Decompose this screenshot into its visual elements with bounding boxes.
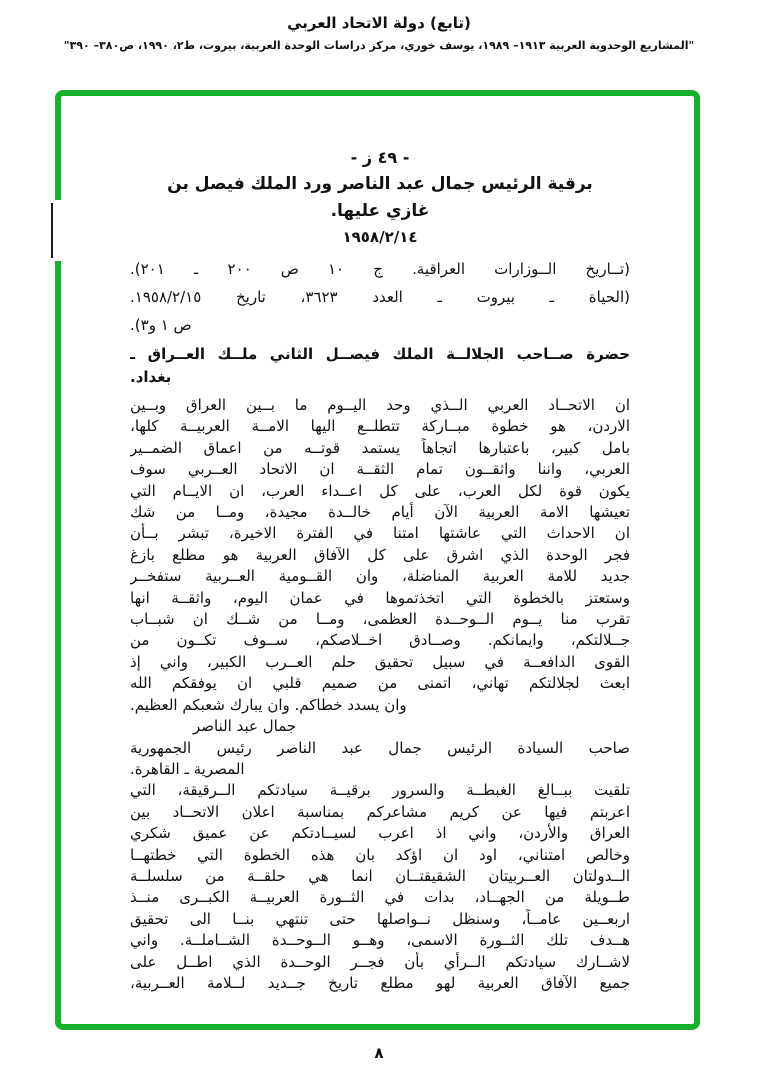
text-line: غازي عليها. xyxy=(330,201,430,221)
document-date: ١٩٥٨/٢/١٤ xyxy=(342,228,418,246)
text-line: حضرة صــاحب الجلالــة الملك فيصــل الثاني ملــك العــراق ـ xyxy=(130,345,630,363)
text-line: هــدف تلك الثــورة الاسمى، وهــو الــوحــدة الشــاملــة. واني xyxy=(130,931,630,950)
text-line: اعربتم فيها عن كريم مشاعركم بمناسبة اعلان الاتحــاد بين xyxy=(130,802,630,821)
page-header xyxy=(0,14,758,52)
text-line: ان الاحداث التي عاشتها امتنا في الفترة الاخيرة، تبشر بــأن xyxy=(130,524,630,543)
text-line: العراق والأردن، واني اذ اعرب لسيــادتكم عن عميق شكري xyxy=(130,824,630,843)
text-line: (تــاريخ الــوزارات العراقية. ج ١٠ ص ٢٠٠ ـ ٢٠١). xyxy=(130,260,630,278)
item-number: - ٤٩ ز - xyxy=(350,148,410,167)
addressee-block xyxy=(130,343,630,389)
text-line: ان الاتحــاد العربي الــذي وحد اليــوم ما بــين العراق وبــين xyxy=(130,396,630,414)
reply-body xyxy=(130,780,630,994)
text-line: جميع الآفاق العربية لهو مطلع تاريخ جــديد لــلامة العــربية، xyxy=(130,973,630,992)
text-line: ابعث لجلالتكم تهاني، اتمنى من صميم قلبي ان يوفقكم الله xyxy=(130,674,630,693)
source-citation: "المشاريع الوحدوية العربية ١٩١٣– ١٩٨٩، يوسف خوري، مركز دراسات الوحدة العربية، بيروت، ط٢، ١٩٩٠، ص٣٨٠– ٣٩٠" xyxy=(63,39,695,52)
text-line: صاحب السيادة الرئيس جمال عبد الناصر رئيس الجمهورية xyxy=(130,738,630,757)
text-line: وستعتز بالخطوة التي اتخذتموها في عمان اليوم، واثقــة انها xyxy=(130,588,630,607)
text-line: برقية الرئيس جمال عبد الناصر ورد الملك فيصل بن xyxy=(167,174,593,194)
text-line: العربي، واننا واثقــون تمام الثقــة ان الاتحاد العــربي سوف xyxy=(130,460,630,479)
text-line: (الحياة ـ بيروت ـ العدد ٣٦٢٣، تاريخ ١٩٥٨/٢/١٥. xyxy=(130,288,630,306)
text-line: وخالص امتناني، اود ان اؤكد بان هذه الخطوة التي خطتهــا xyxy=(130,845,630,864)
document-content xyxy=(130,140,630,994)
page-number: ٨ xyxy=(374,1044,384,1062)
text-line: بغداد. xyxy=(130,368,172,386)
text-line: لاشــارك سيادتكم الــرأي بأن فجــر الوحــدة الذي اطــل على xyxy=(130,952,630,971)
text-line: اربعــين عامــاً، وسنظل نــواصلها حتى تنتهي بنــا الى تحقيق xyxy=(130,909,630,928)
telegram-body xyxy=(130,395,630,716)
text-line: وان يسدد خطاكم. وان يبارك شعبكم العظيم. xyxy=(130,695,407,714)
text-line: طــويلة من الجهــاد، بدات في الثــورة العربيــة الكبــرى منــذ xyxy=(130,888,630,907)
reply-addressee xyxy=(130,738,630,781)
text-line: المصرية ـ القاهرة. xyxy=(130,759,245,778)
signature: جمال عبد الناصر xyxy=(193,717,297,736)
frame-print-gap xyxy=(53,200,63,261)
text-line: بامل كبير، باعتبارها اتجاهاً يستمد قوتــه من اعماق الضمــير xyxy=(130,438,630,457)
book-section-title: (تابع) دولة الاتحاد العربي xyxy=(287,14,471,32)
text-line: يكون قوة لكل العرب، على كل اعــداء العرب، ان الايــام التي xyxy=(130,481,630,500)
text-line: تعيشها الامة العربية الآن أيام خالــدة مجيدة، ومــا من شك xyxy=(130,503,630,522)
frame-print-defect-line xyxy=(51,203,53,258)
document-title xyxy=(130,171,630,225)
text-line: تقرب منا يــوم الــوحــدة العظمى، ومــا من شــك ان شبــاب xyxy=(130,610,630,629)
text-line: الــدولتان العــربيتان الشقيقتــان انما هي حلقــة من سلسلــة xyxy=(130,866,630,885)
text-line: جــلالتكم، وايمانكم. وصــادق اخــلاصكم، ســوف تكــون من xyxy=(130,631,630,650)
text-line: القوى الدافعــة في سبيل تحقيق حلم العــرب الكبير، واني إذ xyxy=(130,652,630,671)
text-line: تلقيت ببــالغ الغبطــة والسرور برقيــة سيادتكم الــرقيقة، التي xyxy=(130,781,630,800)
text-line: الاردن، هو خطوة مبــاركة تتطلــع اليها الامــة العربيــة كلها، xyxy=(130,417,630,436)
citation-block xyxy=(130,255,630,339)
text-line: ص ١ و٣). xyxy=(130,316,192,334)
text-line: فجر الوحدة الذي اشرق على كل الآفاق العربية هو مطلع بازغ xyxy=(130,545,630,564)
text-line: جديد للامة العربية المناضلة، وان القــومية العــربية ستفخــر xyxy=(130,567,630,586)
